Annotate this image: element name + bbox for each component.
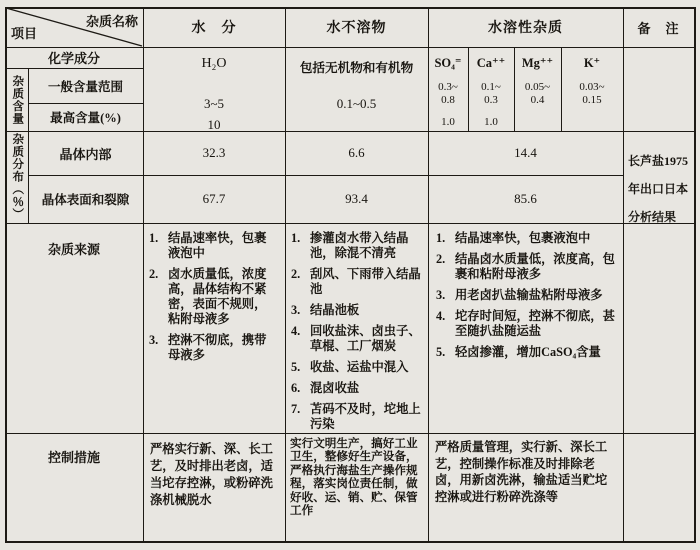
moisture-range: 3~5 bbox=[203, 96, 225, 111]
potassium-range-a: 0.03~ bbox=[579, 81, 605, 93]
col-header-insoluble: 水不溶物 bbox=[326, 21, 387, 36]
row-group-impurity-content: 杂质含量 bbox=[11, 74, 24, 125]
sources-insoluble-cell bbox=[285, 223, 428, 433]
calcium-formula: Ca⁺⁺ bbox=[476, 56, 506, 70]
ion-cell-sulfate bbox=[428, 47, 468, 131]
row-label-chemical-composition: 化学成分 bbox=[47, 51, 100, 66]
chem-cell-insoluble bbox=[285, 47, 428, 131]
list-item: 7. 苫码不及时，坨地上污染 bbox=[291, 402, 421, 431]
list-item: 3. 控淋不彻底，携带母液多 bbox=[149, 333, 267, 362]
border-bottom bbox=[5, 541, 696, 543]
magnesium-formula: Mg⁺⁺ bbox=[521, 56, 554, 70]
ion-cell-magnesium bbox=[514, 47, 561, 131]
col-header-soluble: 水溶性杂质 bbox=[488, 21, 563, 36]
border-right bbox=[694, 7, 696, 543]
surface-moisture-value: 67.7 bbox=[202, 191, 226, 206]
row-label-max-content: 最高含量(%) bbox=[50, 111, 121, 125]
list-item: 3. 用老卤扒盐输盐粘附母液多 bbox=[436, 288, 603, 302]
remark-line-2: 年出口日本 bbox=[628, 182, 689, 196]
surface-soluble-value: 85.6 bbox=[514, 191, 537, 206]
row-label-control-measures: 控制措施 bbox=[47, 450, 100, 465]
remark-cell bbox=[623, 131, 694, 223]
calcium-range-b: 0.3 bbox=[484, 94, 498, 106]
list-item: 5. 收盐、运盐中混入 bbox=[291, 360, 409, 374]
list-item: 2. 卤水质量低，浓度高，晶体结构不紧密，表面不规则，粘附母液多 bbox=[149, 267, 267, 326]
calcium-max: 1.0 bbox=[484, 116, 498, 128]
row-group-impurity-distribution: 杂质分布（％） bbox=[11, 133, 24, 221]
corner-cell bbox=[5, 7, 143, 47]
list-item: 1. 结晶速率快，包裹液泡中 bbox=[149, 231, 267, 260]
interior-insoluble-value: 6.6 bbox=[348, 145, 365, 160]
magnesium-range-b: 0.4 bbox=[530, 94, 545, 106]
ion-cell-potassium bbox=[561, 47, 623, 131]
sulfate-range-b: 0.8 bbox=[441, 94, 455, 106]
row-label-crystal-surface: 晶体表面和裂隙 bbox=[41, 193, 130, 207]
sources-soluble-cell bbox=[428, 223, 623, 433]
remark-line-3: 分析结果 bbox=[628, 210, 677, 224]
insoluble-desc: 包括无机物和有机物 bbox=[299, 61, 414, 75]
list-item: 3. 结晶池板 bbox=[291, 303, 360, 317]
impurity-table bbox=[5, 7, 696, 543]
sulfate-max: 1.0 bbox=[441, 116, 455, 128]
potassium-formula: K⁺ bbox=[583, 56, 601, 70]
magnesium-range-a: 0.05~ bbox=[524, 81, 551, 93]
interior-soluble-value: 14.4 bbox=[514, 145, 537, 160]
list-item: 5. 轻卤掺灌，增加CaSO₄含量 bbox=[436, 345, 601, 359]
sources-moisture-cell bbox=[143, 223, 285, 433]
line-col4 bbox=[623, 7, 624, 543]
sulfate-range-a: 0.3~ bbox=[438, 81, 458, 93]
list-item: 1. 掺灌卤水带入结晶池，除混不清亮 bbox=[291, 231, 409, 260]
list-item: 2. 结晶卤水质量低，浓度高，包裹和粘附母液多 bbox=[436, 252, 615, 281]
controls-insoluble-cell: 实行文明生产，搞好工业卫生，整修好生产设备，严格执行海盐生产操作规程，落实岗位责任制，做好收、运、销、贮、保管工作 bbox=[290, 437, 418, 518]
corner-label-item: 项目 bbox=[11, 26, 38, 41]
moisture-formula: H₂O bbox=[201, 56, 227, 71]
interior-moisture-value: 32.3 bbox=[202, 145, 226, 160]
ion-cell-calcium bbox=[468, 47, 514, 131]
controls-moisture-cell: 严格实行新、深、长工艺，及时排出老卤，适当坨存控淋，或粉碎洗涤机械脱水 bbox=[150, 442, 273, 507]
chem-cell-moisture bbox=[143, 47, 285, 131]
calcium-range-a: 0.1~ bbox=[481, 81, 501, 93]
surface-insoluble-value: 93.4 bbox=[345, 191, 368, 206]
moisture-max: 10 bbox=[207, 117, 221, 132]
row-label-general-range: 一般含量范围 bbox=[47, 79, 123, 94]
list-item: 2. 刮风、下雨带入结晶池 bbox=[291, 267, 421, 296]
list-item: 4. 回收盐沫、卤虫子、草棍、工厂烟炭 bbox=[291, 324, 421, 353]
corner-label-impurity-name: 杂质名称 bbox=[85, 14, 138, 29]
controls-soluble-cell: 严格质量管理，实行新、深长工艺，控制操作标准及时排除老卤，用新卤洗淋，输盐适当贮坨控淋或进行粉碎洗涤等 bbox=[435, 440, 608, 504]
sulfate-formula: SO₄⁼ bbox=[434, 56, 462, 70]
list-item: 1. 结晶速率快，包裹液泡中 bbox=[436, 231, 591, 245]
list-item: 4. 坨存时间短，控淋不彻底，甚至随扒盐随运盐 bbox=[436, 309, 615, 338]
col-header-remark: 备 注 bbox=[637, 20, 680, 36]
remark-line-1: 长芦盐1975 bbox=[628, 154, 689, 168]
list-item: 6. 混卤收盐 bbox=[291, 381, 360, 395]
row-label-crystal-interior: 晶体内部 bbox=[59, 146, 112, 162]
insoluble-range: 0.1~0.5 bbox=[336, 96, 377, 111]
row-label-impurity-source: 杂质来源 bbox=[47, 242, 100, 257]
potassium-range-b: 0.15 bbox=[582, 94, 602, 106]
col-header-moisture: 水 分 bbox=[191, 21, 237, 36]
